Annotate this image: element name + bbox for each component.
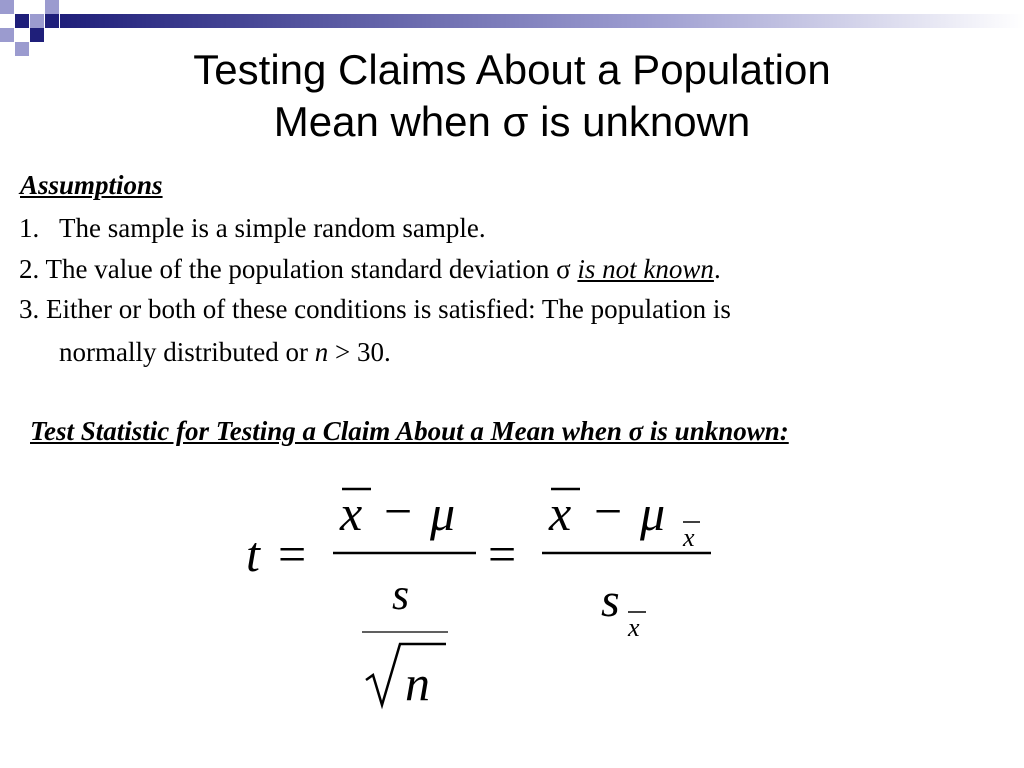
assumption-text-end: > 30. xyxy=(328,337,391,367)
formula-xbar-2: x xyxy=(549,485,572,541)
slide-title xyxy=(0,44,1024,148)
deco-square xyxy=(0,0,14,14)
formula-minus-1: − xyxy=(384,483,413,539)
deco-square xyxy=(45,0,59,14)
deco-square xyxy=(45,14,59,28)
deco-square xyxy=(30,14,44,28)
assumptions-heading: Assumptions xyxy=(20,170,163,200)
formula-s-2: s xyxy=(601,574,620,627)
formula-xbar: x xyxy=(340,485,363,541)
title-line-2: Mean when σ is unknown xyxy=(273,98,751,145)
assumption-text: 3. Either or both of these conditions is satisfied: The population is xyxy=(19,294,731,324)
assumption-text: normally distributed or xyxy=(59,337,315,367)
assumption-text: The sample is a simple random sample. xyxy=(59,213,486,243)
deco-square xyxy=(30,28,44,42)
formula-equals-1: = xyxy=(278,526,307,582)
test-statistic-formula xyxy=(230,470,730,720)
formula-n: n xyxy=(405,655,430,711)
emphasis-text: is not known xyxy=(577,254,714,284)
deco-square xyxy=(15,14,29,28)
formula-subscript-2: x xyxy=(628,613,640,642)
formula-subscript-1: x xyxy=(683,523,695,552)
formula-equals-2: = xyxy=(488,526,517,582)
assumption-number: 1. xyxy=(19,213,40,243)
header-gradient-bar xyxy=(60,14,1024,28)
deco-square xyxy=(0,28,14,42)
assumption-text: 2. The value of the population standard deviation σ xyxy=(19,254,578,284)
formula-s: s xyxy=(392,570,410,619)
formula-minus-2: − xyxy=(594,483,623,539)
assumption-item-1 xyxy=(19,212,486,244)
assumption-text-end: . xyxy=(713,254,721,284)
title-line-1: Testing Claims About a Population xyxy=(193,46,831,93)
assumption-item-3-continued xyxy=(59,336,391,368)
formula-t: t xyxy=(246,526,260,582)
test-statistic-heading: Test Statistic for Testing a Claim About a Mean when σ is unknown: xyxy=(30,416,789,446)
formula-mu-1: μ xyxy=(430,485,456,541)
variable-n: n xyxy=(314,337,329,367)
formula-mu-2: μ xyxy=(640,485,666,541)
assumption-item-3 xyxy=(19,293,731,325)
assumption-item-2 xyxy=(19,253,721,285)
